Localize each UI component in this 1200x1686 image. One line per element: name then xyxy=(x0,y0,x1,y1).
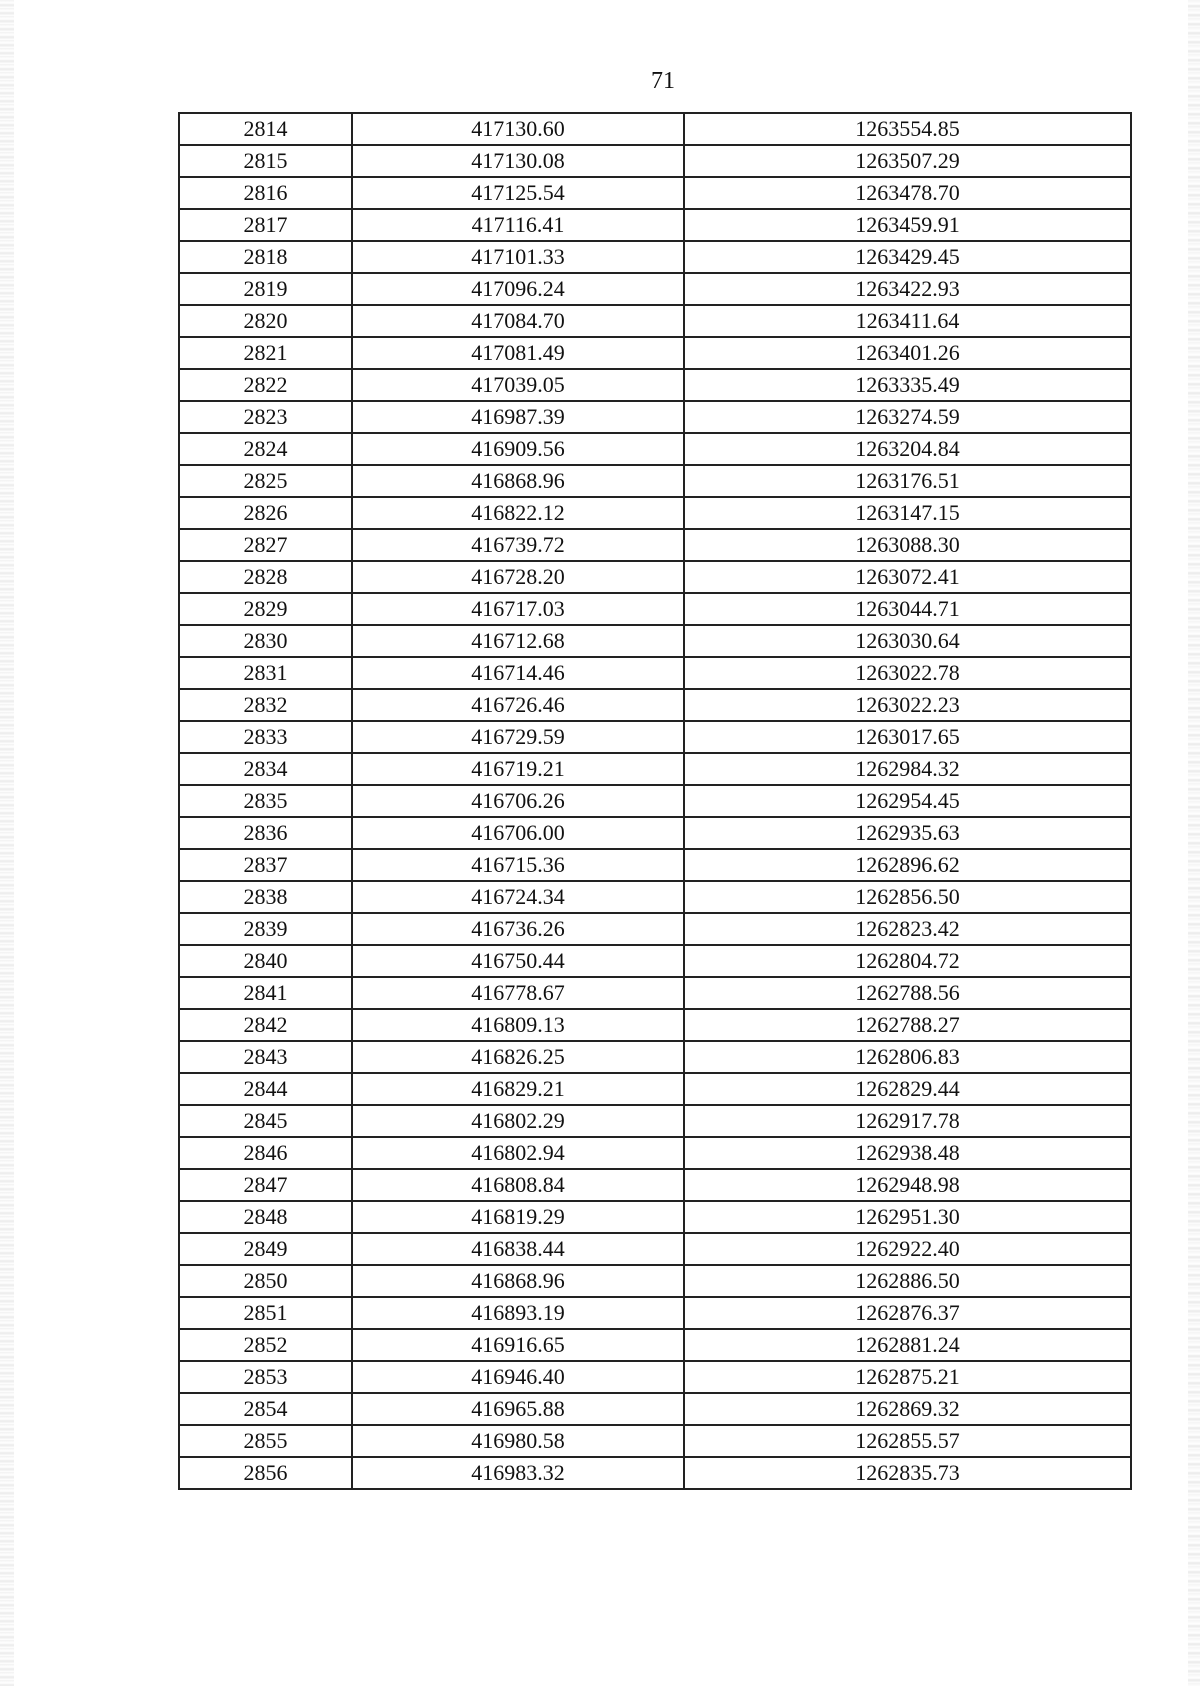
table-row xyxy=(179,1297,1131,1329)
table-row xyxy=(179,849,1131,881)
y-coordinate-cell: 1263147.15 xyxy=(684,497,1131,529)
y-coordinate-cell: 1262823.42 xyxy=(684,913,1131,945)
point-number-cell: 2843 xyxy=(179,1041,352,1073)
table-row xyxy=(179,1361,1131,1393)
y-coordinate-cell: 1263507.29 xyxy=(684,145,1131,177)
y-coordinate-cell: 1263274.59 xyxy=(684,401,1131,433)
x-coordinate-cell: 417084.70 xyxy=(352,305,684,337)
x-coordinate-cell: 416778.67 xyxy=(352,977,684,1009)
y-coordinate-cell: 1263422.93 xyxy=(684,273,1131,305)
point-number-cell: 2826 xyxy=(179,497,352,529)
point-number-cell: 2832 xyxy=(179,689,352,721)
point-number-cell: 2821 xyxy=(179,337,352,369)
table-row xyxy=(179,817,1131,849)
point-number-cell: 2840 xyxy=(179,945,352,977)
x-coordinate-cell: 416809.13 xyxy=(352,1009,684,1041)
y-coordinate-cell: 1262922.40 xyxy=(684,1233,1131,1265)
point-number-cell: 2834 xyxy=(179,753,352,785)
y-coordinate-cell: 1262984.32 xyxy=(684,753,1131,785)
table-row xyxy=(179,113,1131,145)
table-row xyxy=(179,465,1131,497)
table-row xyxy=(179,753,1131,785)
x-coordinate-cell: 416822.12 xyxy=(352,497,684,529)
y-coordinate-cell: 1262806.83 xyxy=(684,1041,1131,1073)
point-number-cell: 2848 xyxy=(179,1201,352,1233)
y-coordinate-cell: 1262856.50 xyxy=(684,881,1131,913)
table-row xyxy=(179,529,1131,561)
table-row xyxy=(179,721,1131,753)
point-number-cell: 2847 xyxy=(179,1169,352,1201)
table-row xyxy=(179,369,1131,401)
x-coordinate-cell: 416728.20 xyxy=(352,561,684,593)
table-row xyxy=(179,1457,1131,1489)
point-number-cell: 2854 xyxy=(179,1393,352,1425)
y-coordinate-cell: 1262788.56 xyxy=(684,977,1131,1009)
y-coordinate-cell: 1263401.26 xyxy=(684,337,1131,369)
table-row xyxy=(179,305,1131,337)
table-row xyxy=(179,177,1131,209)
x-coordinate-cell: 416706.00 xyxy=(352,817,684,849)
point-number-cell: 2823 xyxy=(179,401,352,433)
x-coordinate-cell: 417081.49 xyxy=(352,337,684,369)
x-coordinate-cell: 417130.60 xyxy=(352,113,684,145)
y-coordinate-cell: 1262951.30 xyxy=(684,1201,1131,1233)
scan-edge-left xyxy=(0,0,14,1686)
y-coordinate-cell: 1263176.51 xyxy=(684,465,1131,497)
y-coordinate-cell: 1263459.91 xyxy=(684,209,1131,241)
point-number-cell: 2838 xyxy=(179,881,352,913)
point-number-cell: 2824 xyxy=(179,433,352,465)
y-coordinate-cell: 1262886.50 xyxy=(684,1265,1131,1297)
x-coordinate-cell: 416726.46 xyxy=(352,689,684,721)
y-coordinate-cell: 1262917.78 xyxy=(684,1105,1131,1137)
x-coordinate-cell: 416909.56 xyxy=(352,433,684,465)
table-row xyxy=(179,1201,1131,1233)
table-row xyxy=(179,1393,1131,1425)
x-coordinate-cell: 416706.26 xyxy=(352,785,684,817)
y-coordinate-cell: 1263030.64 xyxy=(684,625,1131,657)
x-coordinate-cell: 416736.26 xyxy=(352,913,684,945)
point-number-cell: 2851 xyxy=(179,1297,352,1329)
y-coordinate-cell: 1263429.45 xyxy=(684,241,1131,273)
y-coordinate-cell: 1262881.24 xyxy=(684,1329,1131,1361)
table-row xyxy=(179,689,1131,721)
table-row xyxy=(179,1041,1131,1073)
x-coordinate-cell: 416717.03 xyxy=(352,593,684,625)
table-row xyxy=(179,561,1131,593)
x-coordinate-cell: 416739.72 xyxy=(352,529,684,561)
x-coordinate-cell: 417125.54 xyxy=(352,177,684,209)
point-number-cell: 2825 xyxy=(179,465,352,497)
point-number-cell: 2837 xyxy=(179,849,352,881)
y-coordinate-cell: 1263044.71 xyxy=(684,593,1131,625)
point-number-cell: 2846 xyxy=(179,1137,352,1169)
point-number-cell: 2842 xyxy=(179,1009,352,1041)
table-row xyxy=(179,497,1131,529)
point-number-cell: 2852 xyxy=(179,1329,352,1361)
table-row xyxy=(179,913,1131,945)
y-coordinate-cell: 1262804.72 xyxy=(684,945,1131,977)
point-number-cell: 2849 xyxy=(179,1233,352,1265)
y-coordinate-cell: 1263022.78 xyxy=(684,657,1131,689)
y-coordinate-cell: 1263204.84 xyxy=(684,433,1131,465)
x-coordinate-cell: 416868.96 xyxy=(352,1265,684,1297)
table-row xyxy=(179,241,1131,273)
y-coordinate-cell: 1262788.27 xyxy=(684,1009,1131,1041)
y-coordinate-cell: 1262869.32 xyxy=(684,1393,1131,1425)
x-coordinate-cell: 416802.29 xyxy=(352,1105,684,1137)
x-coordinate-cell: 416819.29 xyxy=(352,1201,684,1233)
x-coordinate-cell: 416802.94 xyxy=(352,1137,684,1169)
table-row xyxy=(179,433,1131,465)
table-row xyxy=(179,593,1131,625)
table-row xyxy=(179,625,1131,657)
x-coordinate-cell: 416868.96 xyxy=(352,465,684,497)
x-coordinate-cell: 417130.08 xyxy=(352,145,684,177)
table-row xyxy=(179,273,1131,305)
y-coordinate-cell: 1262855.57 xyxy=(684,1425,1131,1457)
point-number-cell: 2817 xyxy=(179,209,352,241)
table-row xyxy=(179,785,1131,817)
x-coordinate-cell: 416714.46 xyxy=(352,657,684,689)
coordinate-table-body xyxy=(179,113,1131,1489)
point-number-cell: 2819 xyxy=(179,273,352,305)
point-number-cell: 2818 xyxy=(179,241,352,273)
table-row xyxy=(179,1265,1131,1297)
x-coordinate-cell: 416826.25 xyxy=(352,1041,684,1073)
coordinate-table xyxy=(178,112,1132,1490)
x-coordinate-cell: 416829.21 xyxy=(352,1073,684,1105)
x-coordinate-cell: 416719.21 xyxy=(352,753,684,785)
y-coordinate-cell: 1263088.30 xyxy=(684,529,1131,561)
table-row xyxy=(179,977,1131,1009)
point-number-cell: 2855 xyxy=(179,1425,352,1457)
table-row xyxy=(179,401,1131,433)
y-coordinate-cell: 1262829.44 xyxy=(684,1073,1131,1105)
point-number-cell: 2835 xyxy=(179,785,352,817)
y-coordinate-cell: 1262896.62 xyxy=(684,849,1131,881)
table-row xyxy=(179,657,1131,689)
x-coordinate-cell: 417096.24 xyxy=(352,273,684,305)
x-coordinate-cell: 416712.68 xyxy=(352,625,684,657)
point-number-cell: 2830 xyxy=(179,625,352,657)
y-coordinate-cell: 1262948.98 xyxy=(684,1169,1131,1201)
x-coordinate-cell: 416893.19 xyxy=(352,1297,684,1329)
table-row xyxy=(179,1169,1131,1201)
x-coordinate-cell: 416916.65 xyxy=(352,1329,684,1361)
point-number-cell: 2845 xyxy=(179,1105,352,1137)
y-coordinate-cell: 1262875.21 xyxy=(684,1361,1131,1393)
x-coordinate-cell: 416715.36 xyxy=(352,849,684,881)
point-number-cell: 2841 xyxy=(179,977,352,1009)
table-row xyxy=(179,1329,1131,1361)
y-coordinate-cell: 1263072.41 xyxy=(684,561,1131,593)
scan-edge-right xyxy=(1188,0,1200,1686)
point-number-cell: 2839 xyxy=(179,913,352,945)
point-number-cell: 2828 xyxy=(179,561,352,593)
table-row xyxy=(179,881,1131,913)
y-coordinate-cell: 1263022.23 xyxy=(684,689,1131,721)
table-row xyxy=(179,209,1131,241)
point-number-cell: 2827 xyxy=(179,529,352,561)
point-number-cell: 2822 xyxy=(179,369,352,401)
x-coordinate-cell: 416946.40 xyxy=(352,1361,684,1393)
point-number-cell: 2814 xyxy=(179,113,352,145)
x-coordinate-cell: 416965.88 xyxy=(352,1393,684,1425)
x-coordinate-cell: 417116.41 xyxy=(352,209,684,241)
table-row xyxy=(179,1137,1131,1169)
point-number-cell: 2856 xyxy=(179,1457,352,1489)
point-number-cell: 2833 xyxy=(179,721,352,753)
table-row xyxy=(179,145,1131,177)
y-coordinate-cell: 1263478.70 xyxy=(684,177,1131,209)
table-row xyxy=(179,1073,1131,1105)
y-coordinate-cell: 1262938.48 xyxy=(684,1137,1131,1169)
x-coordinate-cell: 416729.59 xyxy=(352,721,684,753)
table-row xyxy=(179,945,1131,977)
y-coordinate-cell: 1263411.64 xyxy=(684,305,1131,337)
point-number-cell: 2850 xyxy=(179,1265,352,1297)
y-coordinate-cell: 1262835.73 xyxy=(684,1457,1131,1489)
table-row xyxy=(179,1105,1131,1137)
x-coordinate-cell: 416808.84 xyxy=(352,1169,684,1201)
y-coordinate-cell: 1263554.85 xyxy=(684,113,1131,145)
table-row xyxy=(179,1233,1131,1265)
y-coordinate-cell: 1262876.37 xyxy=(684,1297,1131,1329)
x-coordinate-cell: 416983.32 xyxy=(352,1457,684,1489)
x-coordinate-cell: 416838.44 xyxy=(352,1233,684,1265)
y-coordinate-cell: 1262954.45 xyxy=(684,785,1131,817)
table-row xyxy=(179,1009,1131,1041)
y-coordinate-cell: 1263017.65 xyxy=(684,721,1131,753)
point-number-cell: 2844 xyxy=(179,1073,352,1105)
x-coordinate-cell: 417101.33 xyxy=(352,241,684,273)
point-number-cell: 2815 xyxy=(179,145,352,177)
x-coordinate-cell: 416724.34 xyxy=(352,881,684,913)
page-number: 71 xyxy=(651,68,675,94)
y-coordinate-cell: 1263335.49 xyxy=(684,369,1131,401)
point-number-cell: 2831 xyxy=(179,657,352,689)
point-number-cell: 2853 xyxy=(179,1361,352,1393)
x-coordinate-cell: 417039.05 xyxy=(352,369,684,401)
point-number-cell: 2816 xyxy=(179,177,352,209)
point-number-cell: 2820 xyxy=(179,305,352,337)
x-coordinate-cell: 416980.58 xyxy=(352,1425,684,1457)
x-coordinate-cell: 416987.39 xyxy=(352,401,684,433)
point-number-cell: 2829 xyxy=(179,593,352,625)
y-coordinate-cell: 1262935.63 xyxy=(684,817,1131,849)
x-coordinate-cell: 416750.44 xyxy=(352,945,684,977)
point-number-cell: 2836 xyxy=(179,817,352,849)
table-row xyxy=(179,1425,1131,1457)
table-row xyxy=(179,337,1131,369)
